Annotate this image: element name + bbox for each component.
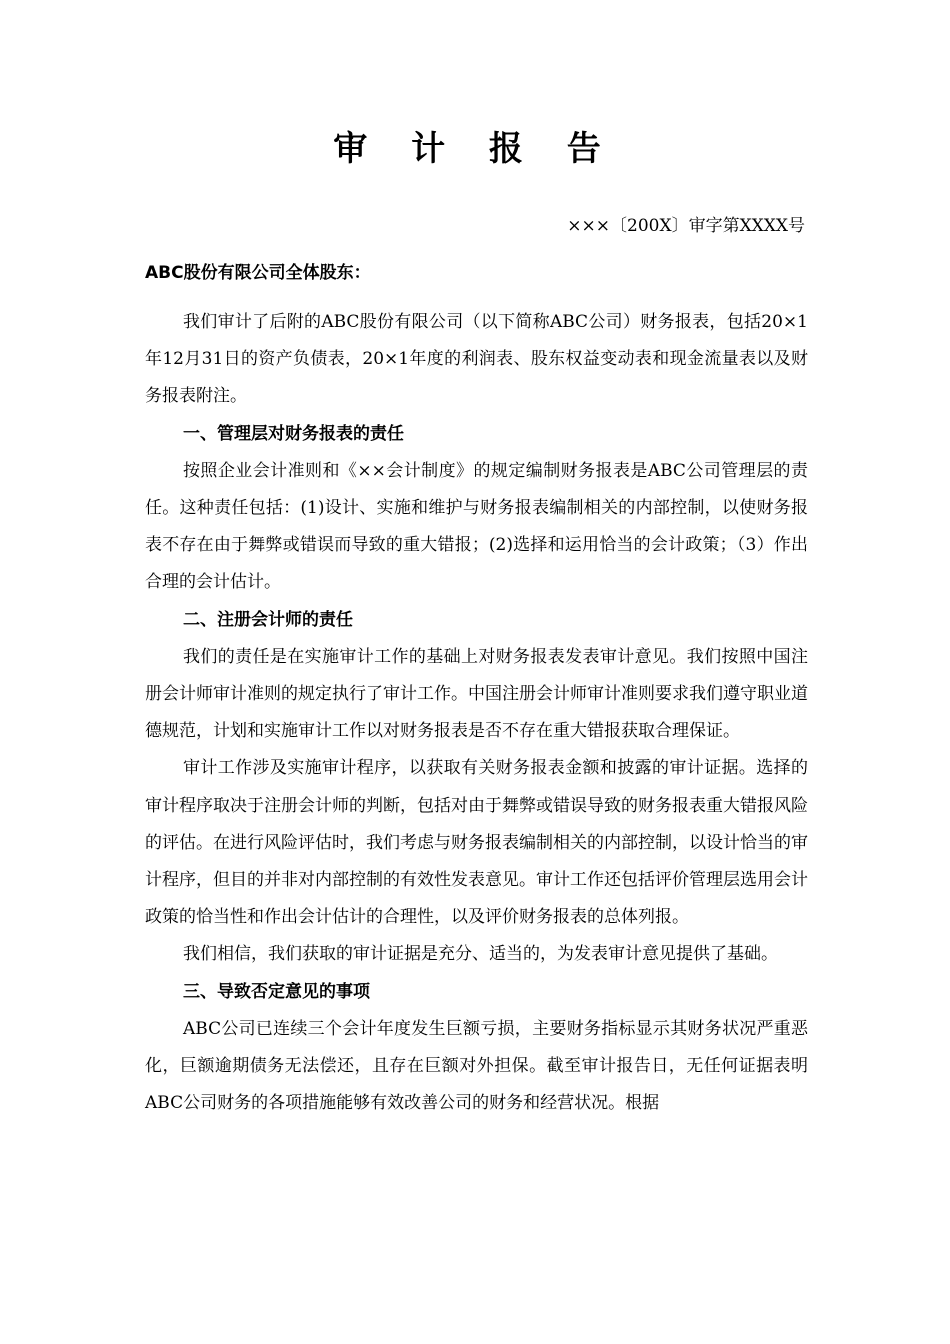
report-body [145,304,808,1122]
addressee: ABC股份有限公司全体股东： [145,263,371,283]
report-title: 审 计 报 告 [333,129,617,169]
paragraph: 我们的责任是在实施审计工作的基础上对财务报表发表审计意见。我们按照中国注册会计师审计准则的规定执行了审计工作。中国注册会计师审计准则要求我们遵守职业道德规范，计划和实施审计工作以对财务报表是否不存在重大错报获取合理保证。 [145,646,808,742]
paragraph: ABC公司已连续三个会计年度发生巨额亏损，主要财务指标显示其财务状况严重恶化，巨额逾期债务无法偿还，且存在巨额对外担保。截至审计报告日，无任何证据表明ABC公司财务的各项措施能够有效改善公司的财务和经营状况。根据 [145,1018,808,1114]
paragraph: 审计工作涉及实施审计程序，以获取有关财务报表金额和披露的审计证据。选择的审计程序取决于注册会计师的判断，包括对由于舞弊或错误导致的财务报表重大错报风险的评估。在进行风险评估时，我们考虑与财务报表编制相关的内部控制，以设计恰当的审计程序，但目的并非对内部控制的有效性发表意见。审计工作还包括评价管理层选用会计政策的恰当性和作出会计估计的合理性，以及评价财务报表的总体列报。 [145,758,808,928]
reference-number: ×××〔200X〕审字第XXXX号 [567,216,805,236]
paragraph: 我们相信，我们获取的审计证据是充分、适当的，为发表审计意见提供了基础。 [183,944,778,965]
section-heading-auditor: 二、注册会计师的责任 [183,609,353,630]
section-heading-management: 一、管理层对财务报表的责任 [183,423,404,444]
intro-paragraph: 我们审计了后附的ABC股份有限公司（以下简称ABC公司）财务报表，包括20×1年12月31日的资产负债表，20×1年度的利润表、股东权益变动表和现金流量表以及财务报表附注。 [145,312,808,407]
section-heading-basis-for-adverse-opinion: 三、导致否定意见的事项 [183,981,370,1002]
paragraph: 按照企业会计准则和《××会计制度》的规定编制财务报表是ABC公司管理层的责任。这种责任包括：(1)设计、实施和维护与财务报表编制相关的内部控制，以使财务报表不存在由于舞弊或错误而导致的重大错报；(2)选择和运用恰当的会计政策；（3）作出合理的会计估计。 [145,460,808,593]
